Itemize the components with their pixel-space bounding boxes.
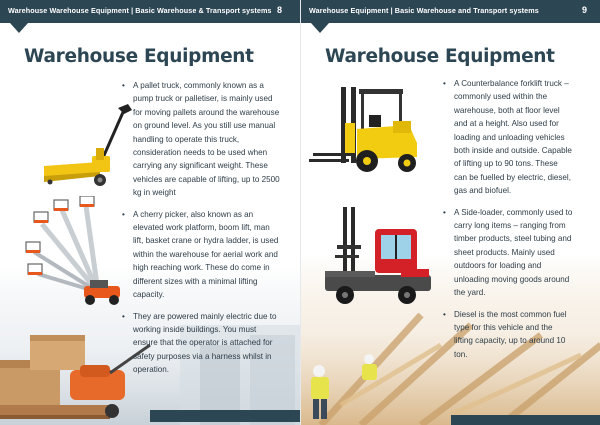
bullet-text: They are powered mainly electric due to working inside buildings. You must ensure that the operator is attached for safety purposes via a harness whilst in operation. bbox=[133, 311, 277, 375]
right-header-bar bbox=[301, 0, 600, 23]
bullet-cherry-picker bbox=[122, 208, 282, 302]
left-page-number: 8 bbox=[276, 5, 282, 15]
side-loader-image bbox=[311, 205, 435, 309]
right-header-notch bbox=[311, 23, 329, 33]
bullet-diesel-fuel bbox=[443, 308, 573, 362]
left-header-notch bbox=[10, 23, 28, 33]
right-page-number: 9 bbox=[581, 5, 587, 15]
bullet-dot: • bbox=[443, 79, 446, 88]
left-page-heading: Warehouse Equipment bbox=[24, 46, 254, 67]
bullet-dot: • bbox=[443, 207, 446, 217]
bullet-text: A Side-loader, commonly used to carry long items – ranging from timber products, steel tubing and sheet products. Mainly used outdoors for loading and unloading moving goods around the yard. bbox=[454, 207, 573, 298]
left-text-column bbox=[122, 79, 282, 385]
bullet-pallet-truck bbox=[122, 79, 282, 200]
bullet-dot: • bbox=[443, 309, 446, 319]
bullet-text: Diesel is the most common fuel type for this vehicle and the lifting capacity, up to around 10 ton. bbox=[454, 309, 567, 359]
right-text-column bbox=[443, 77, 573, 369]
right-page-heading: Warehouse Equipment bbox=[325, 46, 555, 67]
cherry-picker-image bbox=[20, 196, 130, 308]
bullet-text: A cherry picker, also known as an elevated work platform, boom lift, man lift, basket crane or hydra ladder, is used within the warehouse for aerial work and high reaching work. These do come in different sizes with a minimal lifting capacity. bbox=[133, 209, 279, 300]
right-page bbox=[300, 0, 600, 425]
right-header-title: Warehouse Equipment | Basic Warehouse and Transport systems bbox=[309, 6, 539, 15]
bullet-side-loader bbox=[443, 206, 573, 300]
left-header-bar bbox=[0, 0, 300, 23]
bullet-dot: • bbox=[122, 209, 125, 219]
bullet-dot: • bbox=[122, 81, 125, 90]
bullet-counterbalance-forklift bbox=[443, 77, 573, 198]
left-header-title: Warehouse Warehouse Equipment | Basic Warehouse & Transport systems bbox=[8, 6, 272, 15]
counterbalance-forklift-image bbox=[305, 85, 431, 177]
bullet-dot: • bbox=[122, 311, 125, 321]
bullet-text: A Counterbalance forklift truck – commonly used within the warehouse, both at floor level and at a height. Also used for loading and unloading vehicles both inside and outside. Capable of lifting up to 90 tons. These can be fuelled by electric, diesel, gas and biofuel. bbox=[454, 79, 572, 196]
bullet-text: A pallet truck, commonly known as a pump truck or palletiser, is mainly used for moving pallets around the warehouse on ground level. As you still use manual handling to operate this truck, consideration needs to be used when carrying any significant weight. These vehicles are capable of lifting, up to 2500 kg in weight bbox=[133, 81, 280, 198]
bullet-power-source bbox=[122, 310, 282, 377]
